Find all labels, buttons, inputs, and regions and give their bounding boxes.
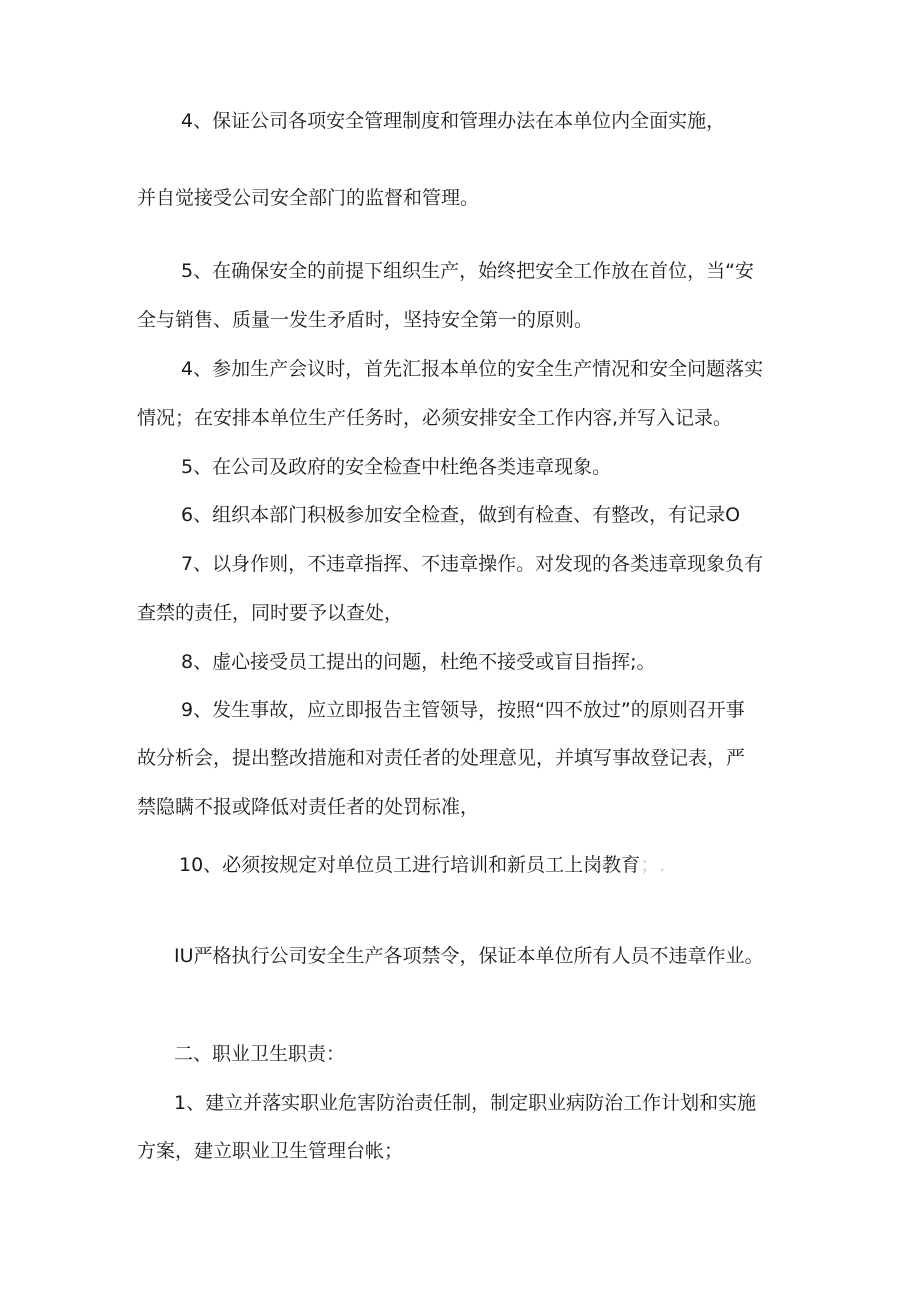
paragraph-5b: 5、在公司及政府的安全检查中杜绝各类违章现象。 bbox=[181, 456, 612, 478]
paragraph-8: 8、虚心接受员工提出的问题，杜绝不接受或盲目指挥;。 bbox=[181, 651, 656, 673]
section-2-paragraph-1-line-1: 1、建立并落实职业危害防治责任制，制定职业病防治工作计划和实施 bbox=[174, 1092, 757, 1114]
paragraph-4b-line-2: 情况；在安排本单位生产任务时，必须安排安全工作内容,并写入记录。 bbox=[137, 407, 733, 429]
paragraph-9-line-1: 9、发生事故，应立即报告主管领导，按照“四不放过”的原则召开事 bbox=[181, 699, 745, 721]
paragraph-4-line-2: 并自觉接受公司安全部门的监督和管理。 bbox=[137, 187, 480, 209]
paragraph-6: 6、组织本部门积极参加安全检查，做到有检查、有整改，有记录O bbox=[181, 504, 741, 526]
paragraph-9-line-2: 故分析会，提出整改措施和对责任者的处理意见，并填写事故登记表，严 bbox=[137, 747, 746, 769]
paragraph-7-line-2: 查禁的责任，同时要予以查处， bbox=[137, 602, 404, 624]
paragraph-5-line-2: 全与销售、质量一发生矛盾时，坚持安全第一的原则。 bbox=[137, 309, 594, 331]
paragraph-10-text: 10、必须按规定对单位员工进行培训和新员工上岗教育 bbox=[179, 854, 641, 876]
paragraph-7-line-1: 7、以身作则，不违章指挥、不违章操作。对发现的各类违章现象负有 bbox=[181, 553, 764, 575]
section-2-paragraph-1-line-2: 方案，建立职业卫生管理台帐； bbox=[137, 1140, 404, 1162]
paragraph-11: IU严格执行公司安全生产各项禁令，保证本单位所有人员不违章作业。 bbox=[174, 945, 764, 967]
paragraph-5-line-1: 5、在确保安全的前提下组织生产，始终把安全工作放在首位，当“安 bbox=[181, 260, 754, 282]
paragraph-4b-line-1: 4、参加生产会议时，首先汇报本单位的安全生产情况和安全问题落实 bbox=[181, 358, 764, 380]
paragraph-10 bbox=[179, 853, 665, 877]
paragraph-4-line-1: 4、保证公司各项安全管理制度和管理办法在本单位内全面实施， bbox=[181, 110, 726, 132]
paragraph-9-line-3: 禁隐瞒不报或降低对责任者的处罚标准， bbox=[137, 796, 480, 818]
section-heading-occupational-health: 二、职业卫生职责： bbox=[174, 1043, 346, 1065]
paragraph-10-faint-mark: ；. bbox=[640, 854, 666, 876]
